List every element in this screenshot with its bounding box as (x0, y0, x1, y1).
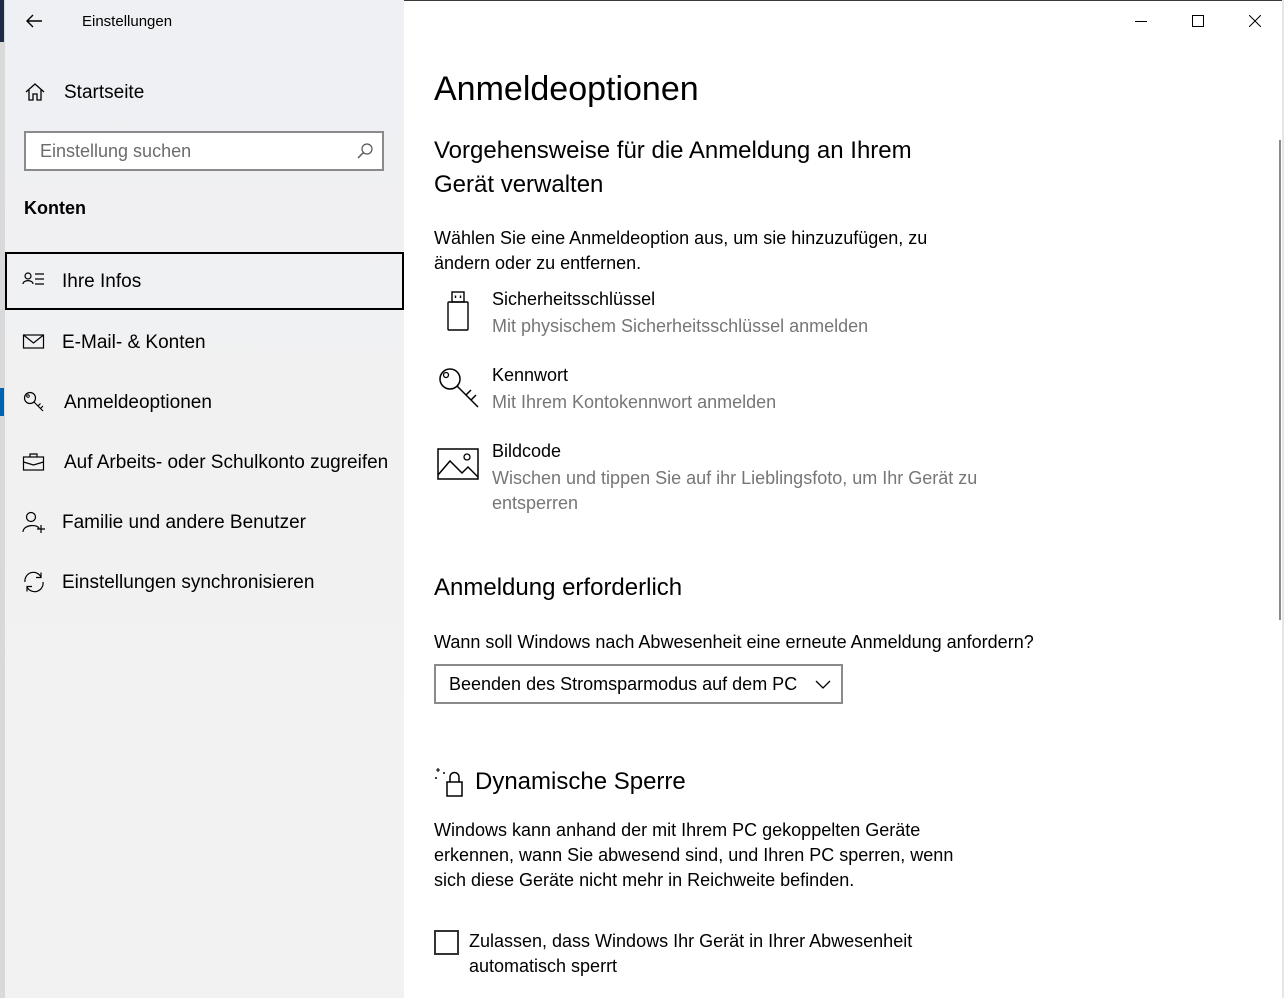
back-arrow-icon (25, 13, 43, 29)
section-heading-anmeldung: Anmeldung erforderlich (434, 574, 683, 601)
search-input[interactable] (26, 133, 360, 169)
page-subtitle: Vorgehensweise für die Anmeldung an Ihrem Gerät verwalten (434, 137, 912, 198)
search-box[interactable] (24, 131, 384, 171)
add-user-icon (22, 511, 46, 533)
dynamic-lock-description: Windows kann anhand der mit Ihrem PC gekoppelten Geräte erkennen, wann Sie abwesend sind, und Ihren PC sperren, wenn sich diese Geräte nicht mehr in Reichweite befinden. (434, 820, 954, 890)
home-label: Startseite (64, 82, 145, 103)
picture-icon (436, 441, 480, 485)
option-title: Sicherheitsschlüssel (492, 289, 656, 309)
option-description: Wischen und tippen Sie auf ihr Lieblingsfoto, um Ihr Gerät zu entsperren (492, 468, 978, 513)
sidebar-item-label: Familie und andere Benutzer (62, 512, 306, 533)
sidebar (5, 0, 404, 998)
sidebar-item-arbeitskonto[interactable] (5, 433, 404, 491)
contact-info-icon (22, 270, 46, 292)
page-description: Wählen Sie eine Anmeldeoption aus, um sie hinzuzufügen, zu ändern oder zu entfernen. (434, 228, 928, 273)
option-title: Kennwort (492, 365, 569, 385)
home-icon (24, 81, 46, 103)
key-icon (22, 391, 46, 413)
sidebar-item-anmeldeoptionen[interactable] (5, 373, 404, 431)
section-heading: Konten (24, 198, 86, 218)
main-content (434, 0, 1274, 998)
usb-key-icon (436, 289, 480, 333)
back-button[interactable] (19, 8, 49, 34)
app-title: Einstellungen (82, 13, 173, 30)
sync-icon (22, 571, 46, 593)
scrollbar[interactable] (1279, 140, 1281, 620)
sidebar-item-email-konten[interactable] (5, 313, 404, 371)
sidebar-item-familie[interactable] (5, 493, 404, 551)
dynamic-lock-checkbox[interactable] (434, 930, 459, 955)
option-description: Mit physischem Sicherheitsschlüssel anmelden (492, 316, 869, 336)
sidebar-item-label: E-Mail- & Konten (62, 332, 206, 353)
signin-question: Wann soll Windows nach Abwesenheit eine erneute Anmeldung anfordern? (434, 632, 1034, 652)
key-icon (436, 365, 480, 409)
chevron-down-icon (815, 677, 831, 691)
option-title: Bildcode (492, 441, 562, 461)
sidebar-item-ihre-infos[interactable] (5, 252, 404, 310)
sidebar-item-synchronisieren[interactable] (5, 553, 404, 611)
dropdown-value: Beenden des Stromsparmodus auf dem PC (449, 674, 798, 694)
mail-icon (22, 331, 46, 353)
sidebar-item-label: Auf Arbeits- oder Schulkonto zugreifen (64, 452, 389, 473)
home-button[interactable] (5, 72, 404, 112)
checkbox-label: Zulassen, dass Windows Ihr Gerät in Ihrer Abwesenheit automatisch sperrt (469, 931, 913, 976)
signin-dropdown[interactable] (434, 664, 843, 704)
sidebar-item-label: Ihre Infos (62, 271, 142, 292)
sidebar-item-label: Anmeldeoptionen (64, 392, 212, 413)
page-title: Anmeldeoptionen (434, 70, 699, 108)
briefcase-icon (22, 451, 46, 473)
background-accent-mark (0, 388, 4, 416)
dynamic-lock-icon (434, 766, 466, 798)
search-icon[interactable] (356, 142, 374, 160)
sidebar-item-label: Einstellungen synchronisieren (62, 572, 315, 593)
section-heading-dynamische-sperre: Dynamische Sperre (475, 768, 686, 795)
option-description: Mit Ihrem Kontokennwort anmelden (492, 392, 777, 412)
background-window-edge (0, 0, 4, 42)
